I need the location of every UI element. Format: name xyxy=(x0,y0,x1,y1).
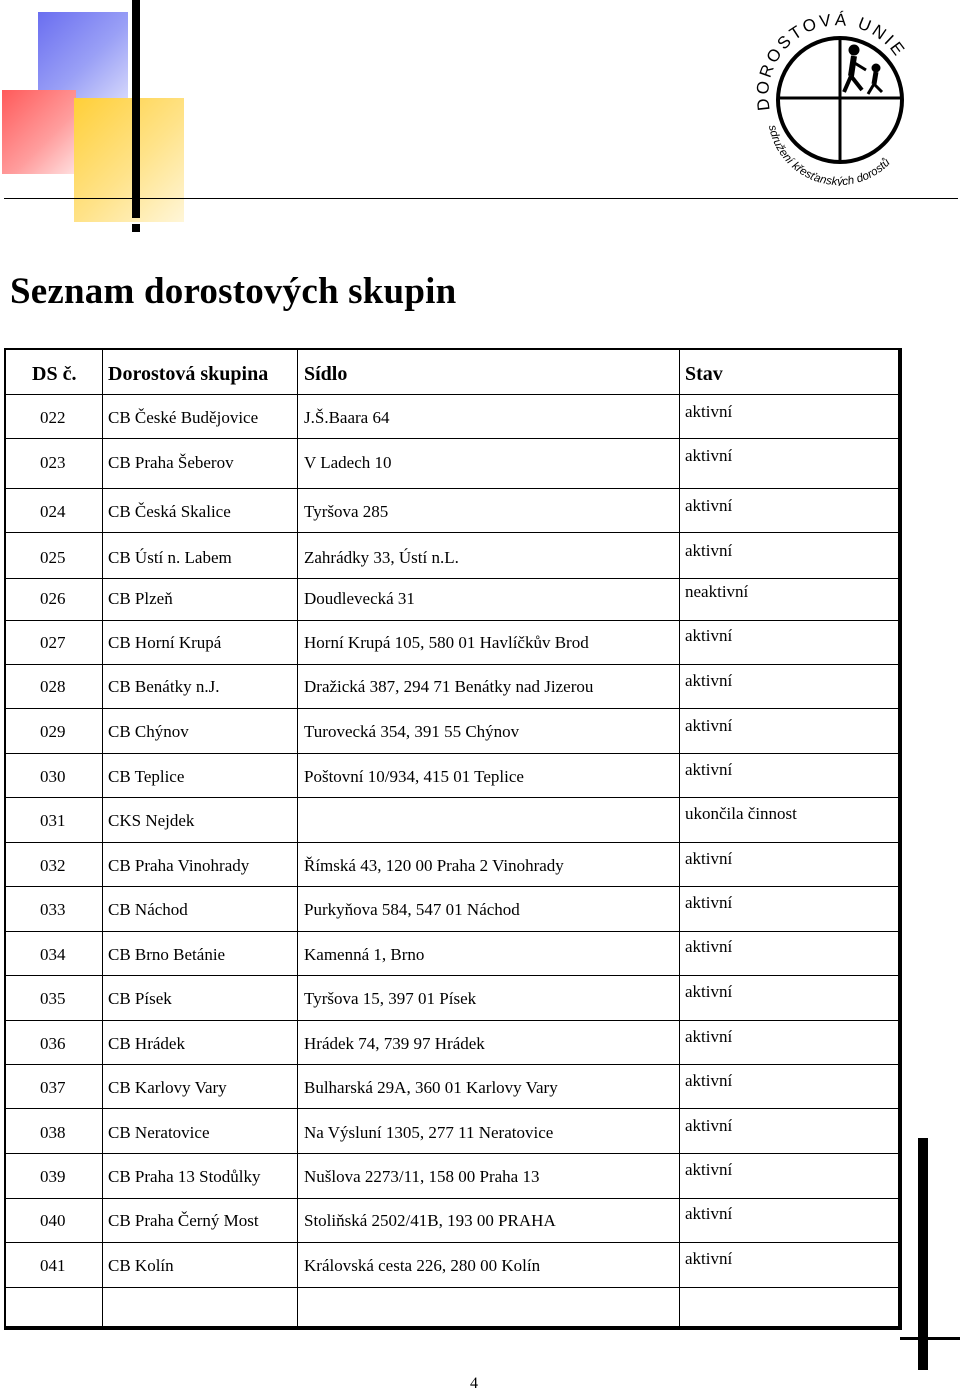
cell-status: aktivní xyxy=(685,982,733,1001)
cell-num: 035 xyxy=(40,989,66,1008)
row-divider xyxy=(679,532,898,533)
cell-seat: Horní Krupá 105, 580 01 Havlíčkův Brod xyxy=(304,633,589,652)
cell-seat: Turovecká 354, 391 55 Chýnov xyxy=(304,722,520,741)
row-divider xyxy=(679,931,898,932)
row-divider xyxy=(679,488,898,489)
row-divider xyxy=(6,1287,679,1288)
header-divider xyxy=(4,198,958,199)
cell-seat: Královská cesta 226, 280 00 Kolín xyxy=(304,1256,541,1275)
cell-group: CB Neratovice xyxy=(108,1123,210,1142)
row-divider xyxy=(679,1020,898,1021)
cell-group: CB Benátky n.J. xyxy=(108,677,220,696)
decor-red-square xyxy=(2,90,76,174)
row-divider xyxy=(679,753,898,754)
row-divider xyxy=(6,1064,679,1065)
cell-status: aktivní xyxy=(685,1160,733,1179)
row-divider xyxy=(679,1108,898,1109)
row-divider xyxy=(679,620,898,621)
cell-seat: Tyršova 285 xyxy=(304,502,389,521)
row-divider xyxy=(6,797,679,798)
cell-status: aktivní xyxy=(685,1204,733,1223)
decor-square-dot xyxy=(132,224,140,232)
cell-group: CB Kolín xyxy=(108,1256,174,1275)
cell-num: 031 xyxy=(40,811,66,830)
cell-group: CB Praha Šeberov xyxy=(108,453,234,472)
cell-status: ukončila činnost xyxy=(685,804,797,823)
row-divider xyxy=(679,1242,898,1243)
row-divider xyxy=(679,1153,898,1154)
row-divider xyxy=(679,886,898,887)
cell-status: aktivní xyxy=(685,446,733,465)
row-divider xyxy=(679,842,898,843)
row-divider xyxy=(6,1198,679,1199)
cell-group: CB Teplice xyxy=(108,767,185,786)
row-divider xyxy=(679,1198,898,1199)
cell-status: aktivní xyxy=(685,626,733,645)
cell-status: aktivní xyxy=(685,402,733,421)
row-divider xyxy=(6,1153,679,1154)
cell-status: aktivní xyxy=(685,1116,733,1135)
cell-seat: Zahrádky 33, Ústí n.L. xyxy=(304,548,459,567)
cell-num: 024 xyxy=(40,502,66,521)
cell-seat: Hrádek 74, 739 97 Hrádek xyxy=(304,1034,485,1053)
cell-seat: Na Výsluní 1305, 277 11 Neratovice xyxy=(304,1123,554,1142)
cell-num: 040 xyxy=(40,1211,66,1230)
cell-num: 022 xyxy=(40,408,66,427)
svg-text:sdružení křesťanských dorostů xyxy=(766,124,893,186)
row-divider xyxy=(6,1108,679,1109)
cell-status: aktivní xyxy=(685,937,733,956)
row-divider xyxy=(679,1287,898,1288)
row-divider xyxy=(6,438,679,439)
logo-graphic xyxy=(750,10,926,186)
cell-status: aktivní xyxy=(685,849,733,868)
col-divider xyxy=(102,350,103,1328)
row-divider xyxy=(679,797,898,798)
cell-num: 025 xyxy=(40,548,66,567)
cell-status: neaktivní xyxy=(685,582,749,601)
cell-seat: Nušlova 2273/11, 158 00 Praha 13 xyxy=(304,1167,540,1186)
cell-seat: Tyršova 15, 397 01 Písek xyxy=(304,989,477,1008)
cell-num: 030 xyxy=(40,767,66,786)
cell-num: 028 xyxy=(40,677,66,696)
cell-status: aktivní xyxy=(685,1249,733,1268)
cell-num: 023 xyxy=(40,453,66,472)
row-divider xyxy=(6,578,679,579)
row-divider xyxy=(6,488,679,489)
dorostova-unie-logo xyxy=(750,10,926,186)
cell-seat: Kamenná 1, Brno xyxy=(304,945,425,964)
cell-num: 032 xyxy=(40,856,66,875)
cell-group: CB Brno Betánie xyxy=(108,945,226,964)
cell-group: CB Horní Krupá xyxy=(108,633,222,652)
col-divider xyxy=(297,350,298,1328)
cell-status: aktivní xyxy=(685,760,733,779)
row-divider xyxy=(6,1020,679,1021)
row-divider xyxy=(679,708,898,709)
cell-status: aktivní xyxy=(685,496,733,515)
people-icon xyxy=(844,45,882,94)
cell-status: aktivní xyxy=(685,1027,733,1046)
page-title: Seznam dorostových skupin xyxy=(10,271,457,312)
decor-vertical-bar xyxy=(132,0,140,218)
cell-group: CB Praha Černý Most xyxy=(108,1211,259,1230)
cell-seat: Purkyňova 584, 547 01 Náchod xyxy=(304,900,520,919)
cell-status: aktivní xyxy=(685,716,733,735)
header-num: DS č. xyxy=(32,363,77,385)
cell-seat: J.Š.Baara 64 xyxy=(304,408,390,427)
row-divider xyxy=(6,842,679,843)
cell-group: CB Chýnov xyxy=(108,722,189,741)
header-group: Dorostová skupina xyxy=(108,363,269,385)
logo-inner-text: sdružení křesťanských dorostů xyxy=(765,124,893,186)
decor-yellow-square xyxy=(74,98,184,222)
cell-group: CB Písek xyxy=(108,989,172,1008)
row-divider xyxy=(6,394,679,395)
row-divider xyxy=(6,931,679,932)
cell-seat: Dražická 387, 294 71 Benátky nad Jizerou xyxy=(304,677,594,696)
decor-side-line xyxy=(900,1337,960,1340)
cell-num: 037 xyxy=(40,1078,66,1097)
row-divider xyxy=(6,975,679,976)
cell-num: 041 xyxy=(40,1256,66,1275)
cell-group: CB Praha Vinohrady xyxy=(108,856,250,875)
row-divider xyxy=(6,620,679,621)
cell-num: 038 xyxy=(40,1123,66,1142)
row-divider xyxy=(679,438,898,439)
row-divider xyxy=(679,1064,898,1065)
row-divider xyxy=(679,664,898,665)
cell-seat: Bulharská 29A, 360 01 Karlovy Vary xyxy=(304,1078,558,1097)
cell-status: aktivní xyxy=(685,541,733,560)
header-status: Stav xyxy=(685,363,723,385)
cell-seat: Římská 43, 120 00 Praha 2 Vinohrady xyxy=(304,856,564,875)
cell-num: 033 xyxy=(40,900,66,919)
row-divider xyxy=(6,886,679,887)
header-seat: Sídlo xyxy=(304,363,348,385)
row-divider xyxy=(679,394,898,395)
cell-status: aktivní xyxy=(685,1071,733,1090)
row-divider xyxy=(6,708,679,709)
row-divider xyxy=(679,578,898,579)
cell-group: CB Hrádek xyxy=(108,1034,185,1053)
cell-status: aktivní xyxy=(685,893,733,912)
row-divider xyxy=(6,664,679,665)
page-number: 4 xyxy=(470,1375,478,1392)
cell-group: CB České Budějovice xyxy=(108,408,259,427)
cell-num: 039 xyxy=(40,1167,66,1186)
cell-seat: V Ladech 10 xyxy=(304,453,392,472)
decor-side-bar xyxy=(918,1138,928,1370)
cell-status: aktivní xyxy=(685,671,733,690)
cell-group: CB Plzeň xyxy=(108,589,173,608)
cell-num: 034 xyxy=(40,945,66,964)
cell-num: 026 xyxy=(40,589,66,608)
cell-num: 036 xyxy=(40,1034,66,1053)
logo-ring-text: DOROSTOVÁ UNIE xyxy=(752,10,910,112)
row-divider xyxy=(6,753,679,754)
row-divider xyxy=(6,532,679,533)
cell-seat: Stoliňská 2502/41B, 193 00 PRAHA xyxy=(304,1211,556,1230)
cell-group: CB Ústí n. Labem xyxy=(108,548,232,567)
cell-num: 029 xyxy=(40,722,66,741)
cell-group: CB Praha 13 Stodůlky xyxy=(108,1167,261,1186)
cell-seat: Doudlevecká 31 xyxy=(304,589,415,608)
col-divider xyxy=(679,350,680,1328)
cell-group: CB Náchod xyxy=(108,900,188,919)
cell-group: CB Karlovy Vary xyxy=(108,1078,227,1097)
cell-num: 027 xyxy=(40,633,66,652)
row-divider xyxy=(679,975,898,976)
cell-group: CB Česká Skalice xyxy=(108,502,231,521)
cell-group: CKS Nejdek xyxy=(108,811,195,830)
cell-seat: Poštovní 10/934, 415 01 Teplice xyxy=(304,767,524,786)
row-divider xyxy=(6,1242,679,1243)
